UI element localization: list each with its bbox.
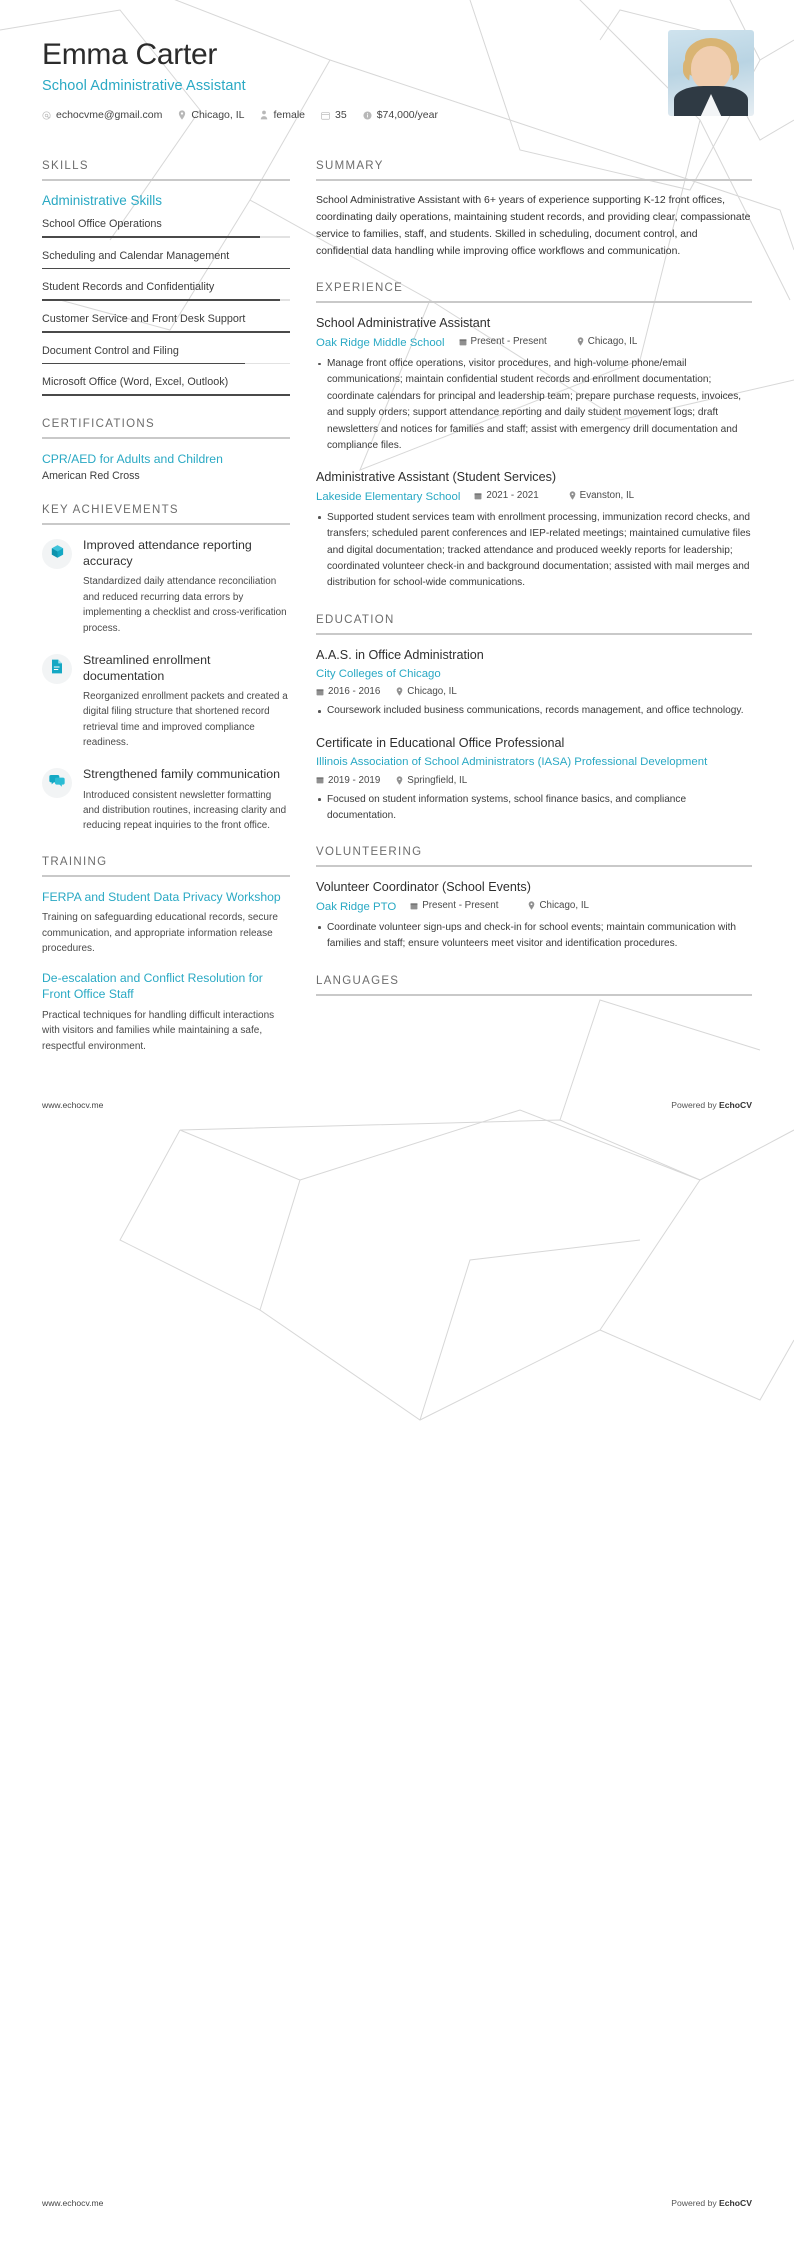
certification-issuer: American Red Cross — [42, 470, 140, 483]
contact-location-label: Chicago, IL — [191, 109, 245, 121]
section-title-volunteering: VOLUNTEERING — [316, 846, 423, 859]
skill-bar-track — [42, 236, 290, 238]
volunteering-entry — [316, 879, 752, 952]
training-description: Training on safeguarding educational records, secure communication, and appropriate information release procedures. — [42, 912, 278, 955]
achievement-title: Strengthened family communication — [83, 767, 280, 782]
volunteering-dates — [410, 900, 498, 911]
section-title-education: EDUCATION — [316, 613, 395, 626]
footer-brand: EchoCV — [719, 1100, 752, 1110]
section-rule — [316, 179, 752, 181]
education-entry — [316, 647, 752, 720]
contact-gender-label: female — [273, 109, 305, 121]
bullet-item: Focused on student information systems, school finance basics, and compliance documentation. — [316, 792, 752, 825]
location-pin-icon — [528, 901, 535, 910]
person-icon — [260, 110, 268, 120]
training-item — [42, 970, 290, 1054]
bullet-item: Manage front office operations, visitor procedures, and high-volume phone/email communications; maintain confidential student records and enrollment documentation; coordinate calendars for principal and leadership team; prepare purchase requests, invoices, and supply orders; support attendance reporting and daily student movement logs; draft newsletters and notices for families and staff; assist with emergency drill documentation and compliance files. — [316, 356, 752, 454]
experience-entry — [316, 469, 752, 591]
job-role-subtitle: School Administrative Assistant — [42, 78, 246, 94]
achievement-description: Standardized daily attendance reconciliation and reduced recurring data errors by implementing a checklist and cross-verification process. — [83, 576, 287, 634]
section-education — [316, 614, 752, 825]
experience-role: School Administrative Assistant — [316, 316, 491, 331]
skill-bar-fill — [42, 299, 280, 301]
section-rule — [42, 179, 290, 181]
skill-label: Document Control and Filing — [42, 344, 179, 357]
skill-item — [42, 312, 290, 333]
skill-item — [42, 249, 290, 270]
skill-bar-track — [42, 363, 290, 365]
certification-name: CPR/AED for Adults and Children — [42, 451, 223, 466]
skill-bar-track — [42, 299, 290, 301]
footer-powered-by — [671, 2198, 752, 2208]
footer-powered-prefix: Powered by — [671, 2198, 720, 2208]
skill-bar-fill — [42, 268, 290, 270]
experience-location-label: Evanston, IL — [579, 489, 635, 501]
contact-email — [42, 109, 162, 121]
footer-powered-by — [671, 1100, 752, 1110]
location-pin-icon — [178, 110, 186, 120]
contact-email-label: echocvme@gmail.com — [56, 109, 163, 121]
skill-label: School Office Operations — [42, 218, 162, 230]
skill-bar-track — [42, 331, 290, 333]
bullet-item: Coursework included business communications, records management, and office technology. — [316, 703, 752, 719]
section-experience — [316, 282, 752, 591]
contact-salary-label: $74,000/year — [376, 109, 438, 121]
footer-powered-prefix: Powered by — [671, 1100, 720, 1110]
experience-organization: Lakeside Elementary School — [316, 490, 461, 503]
skill-bar-fill — [42, 394, 290, 396]
certification-item — [42, 451, 290, 482]
contact-age-label: 35 — [335, 109, 347, 121]
experience-location — [577, 336, 638, 347]
calendar-icon — [474, 492, 482, 500]
experience-dates — [459, 336, 547, 347]
education-dates-label: 2019 - 2019 — [328, 774, 381, 786]
achievement-item — [42, 652, 290, 751]
skill-label: Student Records and Confidentiality — [42, 281, 215, 294]
main-content — [316, 160, 752, 1018]
education-dates — [316, 775, 380, 786]
skill-bar-track — [42, 394, 290, 396]
education-location-label: Springfield, IL — [407, 774, 468, 786]
bullet-item: Supported student services team with enrollment processing, immunization record checks, and transfers; scheduled parent conferences and IEP-related meetings; maintained cumulative files and digital documentation; tracked attendance and produced weekly reports for leadership; coordinated volunteer check-in and background documentation; assisted with mail merges and distribution for school-wide communications. — [316, 510, 752, 592]
skill-item — [42, 344, 290, 365]
section-rule — [42, 437, 290, 439]
achievement-badge — [42, 768, 72, 798]
section-title-summary: SUMMARY — [316, 160, 384, 172]
location-pin-icon — [396, 776, 403, 785]
achievement-description: Introduced consistent newsletter formatting and distribution routines, increasing clarity and reducing repeat inquiries to the front office. — [83, 789, 287, 832]
skill-label: Customer Service and Front Desk Support — [42, 312, 246, 325]
calendar-icon — [316, 776, 324, 784]
experience-bullets — [316, 356, 752, 454]
section-summary — [316, 160, 752, 260]
contact-salary — [363, 109, 438, 121]
location-pin-icon — [569, 491, 576, 500]
experience-organization: Oak Ridge Middle School — [316, 336, 445, 349]
training-item — [42, 889, 290, 957]
section-volunteering — [316, 846, 752, 952]
skill-bar-fill — [42, 236, 260, 238]
training-description: Practical techniques for handling difficult interactions with visitors and families while maintaining a safe, respectful environment. — [42, 1009, 275, 1052]
education-location — [396, 686, 457, 697]
skills-group-label: Administrative Skills — [42, 193, 163, 208]
education-bullets — [316, 703, 752, 719]
education-organization: City Colleges of Chicago — [316, 668, 441, 681]
education-location — [396, 775, 467, 786]
section-title-experience: EXPERIENCE — [316, 282, 404, 295]
education-location-label: Chicago, IL — [407, 686, 457, 698]
skill-bar-track — [42, 268, 290, 270]
education-degree: Certificate in Educational Office Professional — [316, 735, 565, 750]
training-name: De-escalation and Conflict Resolution for Front Office Staff — [42, 970, 263, 1002]
resume-header — [0, 0, 794, 150]
summary-text: School Administrative Assistant with 6+ years of experience supporting K-12 front offices, coordinating daily operations, maintaining student records, and providing clear, compassionate service to families, staff, and students. Skilled in scheduling, document control, and confidential data handling while improving office workflows and communication. — [316, 195, 751, 257]
section-certifications — [42, 418, 290, 482]
skill-item — [42, 217, 290, 238]
achievement-badge — [42, 539, 72, 569]
experience-bullets — [316, 510, 752, 592]
skill-label: Scheduling and Calendar Management — [42, 249, 230, 262]
sidebar — [42, 160, 290, 1076]
calendar-icon — [410, 902, 418, 910]
page-footer-top — [42, 1100, 752, 1110]
achievement-title: Improved attendance reporting accuracy — [83, 538, 252, 569]
cube-icon — [50, 544, 65, 564]
footer-brand: EchoCV — [719, 2198, 752, 2208]
achievement-description: Reorganized enrollment packets and created a digital filing structure that shortened record retrieval time and improved compliance readiness. — [83, 691, 288, 749]
experience-entry — [316, 315, 752, 454]
section-rule — [316, 301, 752, 303]
achievement-title: Streamlined enrollment documentation — [83, 652, 211, 683]
education-bullets — [316, 792, 752, 825]
education-dates — [316, 686, 380, 697]
location-pin-icon — [577, 337, 584, 346]
education-degree: A.A.S. in Office Administration — [316, 647, 484, 662]
document-icon — [50, 659, 64, 679]
page-title: Emma Carter — [42, 38, 218, 71]
section-title-skills: SKILLS — [42, 160, 89, 172]
contact-age — [321, 109, 347, 121]
volunteering-role: Volunteer Coordinator (School Events) — [316, 880, 531, 895]
experience-location — [569, 490, 634, 501]
dollar-info-icon — [363, 111, 372, 120]
bullet-item: Coordinate volunteer sign-ups and check-in for school events; maintain communication with families and staff; ensure volunteers meet visitor and identification procedures. — [316, 920, 752, 953]
footer-url[interactable]: www.echocv.me — [42, 1100, 104, 1110]
volunteering-location-label: Chicago, IL — [539, 899, 589, 911]
chat-bubbles-icon — [49, 774, 65, 793]
contact-row — [42, 109, 752, 121]
avatar — [668, 30, 754, 116]
section-rule — [42, 875, 290, 877]
section-title-training: TRAINING — [42, 855, 108, 868]
section-title-key-achievements: KEY ACHIEVEMENTS — [42, 504, 179, 517]
skill-bar-fill — [42, 331, 290, 333]
section-rule — [42, 523, 290, 525]
section-rule — [316, 994, 752, 996]
achievement-item — [42, 537, 290, 636]
calendar-icon — [316, 688, 324, 696]
experience-dates — [474, 490, 538, 501]
location-pin-icon — [396, 687, 403, 696]
skill-bar-fill — [42, 363, 245, 365]
achievement-badge — [42, 654, 72, 684]
achievement-item — [42, 766, 290, 833]
training-name: FERPA and Student Data Privacy Workshop — [42, 889, 281, 904]
experience-role: Administrative Assistant (Student Services) — [316, 470, 557, 485]
section-languages — [316, 975, 752, 996]
section-rule — [316, 865, 752, 867]
section-title-certifications: CERTIFICATIONS — [42, 417, 155, 430]
calendar-icon — [321, 111, 330, 120]
contact-location — [178, 109, 244, 121]
section-training — [42, 856, 290, 1054]
section-skills — [42, 160, 290, 396]
contact-gender — [260, 109, 305, 121]
volunteering-bullets — [316, 920, 752, 953]
section-key-achievements — [42, 504, 290, 833]
experience-location-label: Chicago, IL — [587, 335, 638, 347]
avatar-face — [691, 46, 731, 90]
experience-dates-label: 2021 - 2021 — [486, 490, 539, 502]
at-icon — [42, 111, 51, 120]
skill-item — [42, 375, 290, 396]
education-organization: Illinois Association of School Administrators (IASA) Professional Development — [316, 756, 708, 769]
page-footer-bottom — [42, 2198, 752, 2208]
skill-item — [42, 280, 290, 301]
section-title-languages: LANGUAGES — [316, 974, 400, 987]
skill-label: Microsoft Office (Word, Excel, Outlook) — [42, 376, 229, 389]
education-entry — [316, 735, 752, 824]
calendar-icon — [459, 338, 467, 346]
volunteering-location — [528, 900, 589, 911]
volunteering-dates-label: Present - Present — [422, 900, 499, 912]
education-dates-label: 2016 - 2016 — [328, 686, 381, 698]
volunteering-organization: Oak Ridge PTO — [316, 900, 397, 913]
experience-dates-label: Present - Present — [470, 336, 547, 348]
footer-url[interactable]: www.echocv.me — [42, 2198, 104, 2208]
section-rule — [316, 633, 752, 635]
